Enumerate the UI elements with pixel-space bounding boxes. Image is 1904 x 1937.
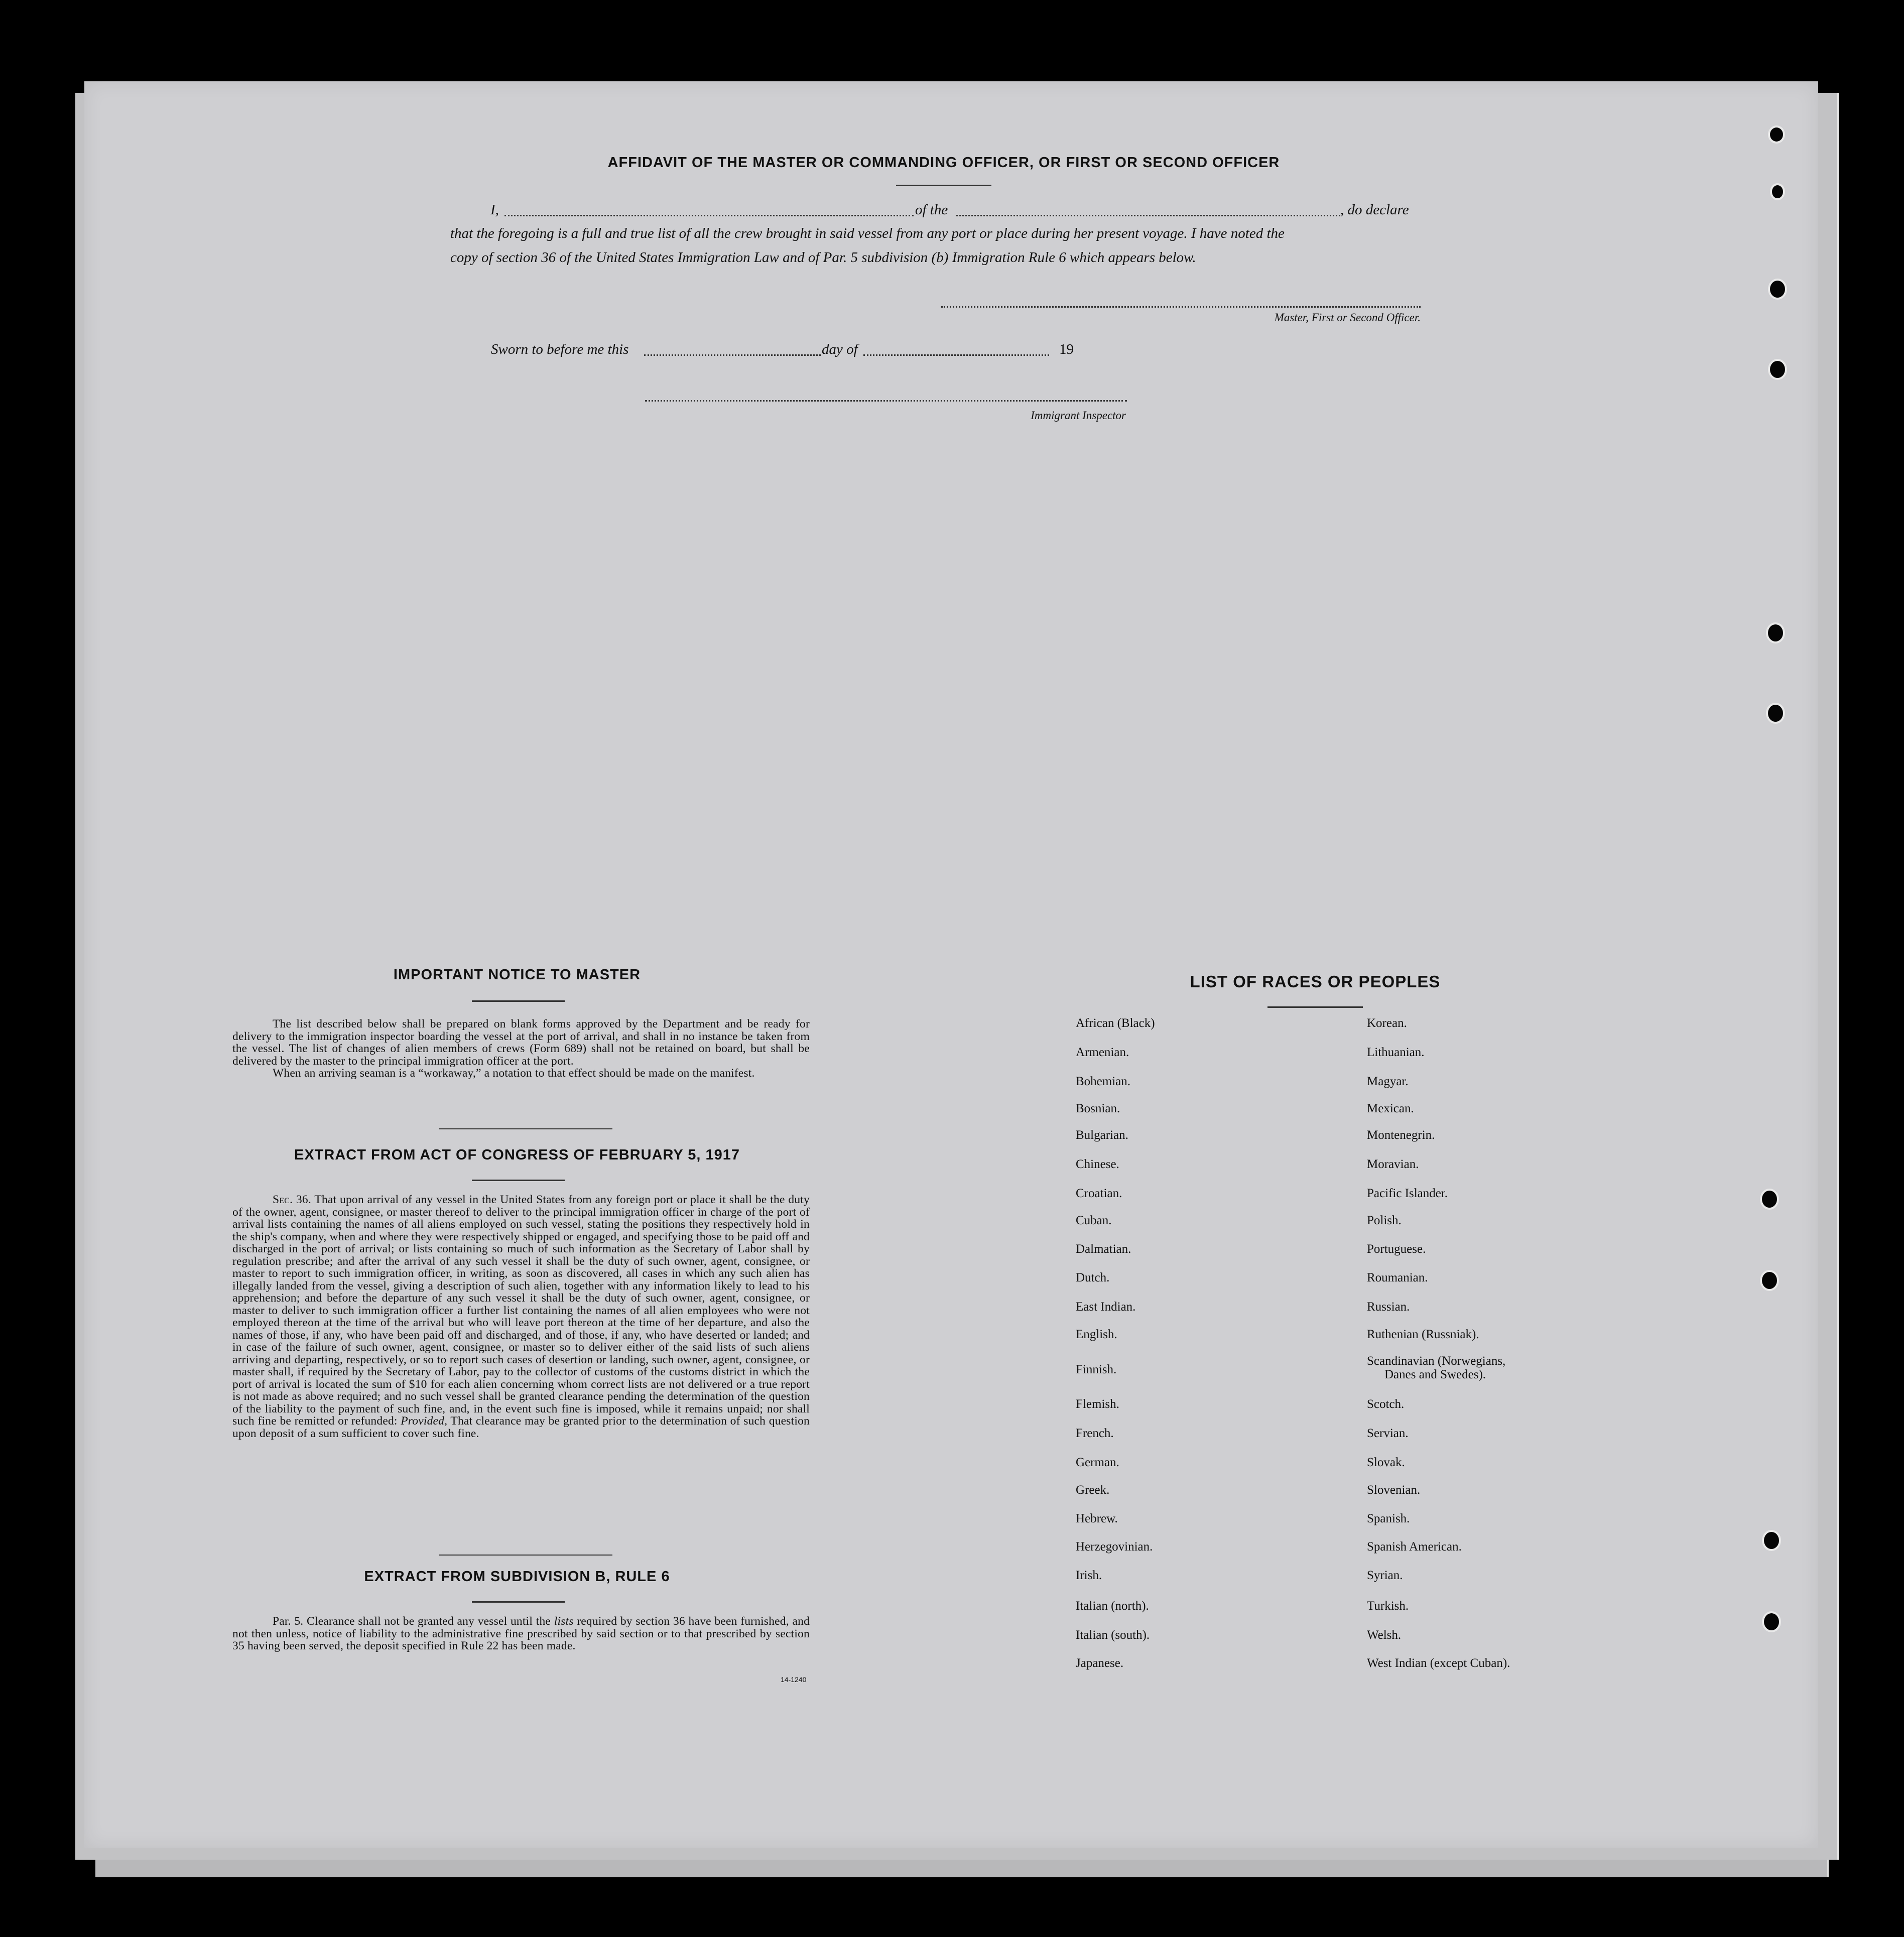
race-item: Armenian.	[1076, 1046, 1129, 1059]
affidavit-title: AFFIDAVIT OF THE MASTER OR COMMANDING OFFICER, OR FIRST OR SECOND OFFICER	[607, 155, 1280, 171]
rule-extract-body	[232, 1615, 810, 1652]
race-item: Polish.	[1367, 1214, 1402, 1227]
binder-hole	[1768, 359, 1787, 380]
race-item: African (Black)	[1076, 1016, 1155, 1030]
notice-paragraph-1: The list described below shall be prepared on blank forms approved by the Department and be ready for delivery to the immigration inspector boarding the vessel at the port of arrival, and shall in no instance be taken from the vessel. The list of changes of alien members of crews (Form 689) shall not be retained on board, but shall be delivered by the master to the principal immigration officer at the port.	[232, 1017, 810, 1068]
race-item: East Indian.	[1076, 1300, 1136, 1314]
act-extract-body	[232, 1194, 810, 1440]
race-item: Japanese.	[1076, 1656, 1124, 1670]
name-blank-line	[504, 215, 914, 216]
binder-hole	[1766, 703, 1785, 724]
provided-word: Provided,	[401, 1414, 448, 1428]
race-item: Dutch.	[1076, 1271, 1110, 1284]
par-5-text-end: required by section 36 have been furnished, and not then unless, notice of liability to the administrative fine prescribed by said section or to that prescribed by section 35 having been served, the deposit specified in Rule 22 has been made.	[232, 1615, 810, 1652]
binder-hole	[1766, 622, 1785, 643]
master-signature-line	[941, 306, 1421, 308]
race-item: Italian (north).	[1076, 1599, 1149, 1613]
race-item: Welsh.	[1367, 1628, 1402, 1642]
race-item: Herzegovinian.	[1076, 1540, 1153, 1554]
race-item: Spanish American.	[1367, 1540, 1462, 1554]
races-divider	[1267, 1006, 1363, 1008]
race-item: Korean.	[1367, 1016, 1407, 1030]
notice-body	[232, 1018, 810, 1080]
inspector-label: Immigrant Inspector	[1031, 409, 1126, 422]
section-divider	[439, 1128, 612, 1129]
affidavit-line2: that the foregoing is a full and true list of all the crew brought in said vessel from any port or place during her present voyage. I have noted the	[450, 225, 1285, 241]
section-divider	[439, 1555, 612, 1556]
race-item: Servian.	[1367, 1427, 1409, 1440]
race-item: Scandinavian (Norwegians,	[1367, 1354, 1506, 1368]
binder-hole	[1760, 1189, 1779, 1210]
affidavit-line3: copy of section 36 of the United States Immigration Law and of Par. 5 subdivision (b) Immigration Rule 6 which appears below.	[450, 249, 1196, 266]
rule-extract-title: EXTRACT FROM SUBDIVISION B, RULE 6	[364, 1569, 670, 1585]
notice-paragraph-2: When an arriving seaman is a “workaway,” a notation to that effect should be made on the manifest.	[273, 1067, 755, 1080]
race-item: Lithuanian.	[1367, 1046, 1425, 1059]
race-item: Finnish.	[1076, 1363, 1117, 1376]
binder-hole	[1762, 1611, 1781, 1632]
races-title: LIST OF RACES OR PEOPLES	[1190, 972, 1441, 991]
race-item: Cuban.	[1076, 1214, 1112, 1227]
race-item: Ruthenian (Russniak).	[1367, 1328, 1479, 1341]
binder-hole	[1768, 279, 1787, 300]
section-36-text: That upon arrival of any vessel in the United States from any foreign port or place it shall be the duty of the owner, agent, consignee, or master thereof to deliver to the principal immigration officer in charge of the port of arrival lists containing the names of all aliens employed on such vessel, stating the positions they respectively hold in the ship's company, when and where they were respectively shipped or engaged, and specifying those to be paid off and discharged in the port of arrival; or lists containing so much of such information as the Secretary of Labor shall by regulation prescribe; and after the arrival of any such vessel it shall be the duty of such owner, agent, consignee, or master to report to such immigration officer, in writing, as soon as discovered, all cases in which any such alien has illegally landed from the vessel, giving a description of such alien, together with any information likely to lead to his apprehension; and before the departure of any such vessel it shall be the duty of such owner, agent, consignee, or master to deliver to such immigration officer a further list containing the names of all alien employees who were not employed thereon at the time of the arrival but who will leave port thereon at the time of her departure, and also the names of those, if any, who have been paid off and discharged, and of those, if any, who have deserted or landed; and in case of the failure of such owner, agent, consignee, or master so to deliver either of the said lists of such aliens arriving and departing, respectively, or so to report such cases of desertion or landing, such owner, agent, consignee, or master shall, if required by the Secretary of Labor, pay to the collector of customs of the customs district in which the port of arrival is located the sum of $10 for each alien concerning whom correct lists are not delivered or a true report is not made as above required; and no such vessel shall be granted clearance pending the determination of the question of the liability to the payment of such fine, and, in the event such fine is imposed, while it remains unpaid; nor shall such fine be remitted or refunded:	[232, 1193, 810, 1428]
race-item: Spanish.	[1367, 1512, 1410, 1525]
race-item: Pacific Islander.	[1367, 1187, 1448, 1200]
vessel-blank-line	[956, 215, 1340, 216]
race-item: Russian.	[1367, 1300, 1410, 1314]
par-5-text: Par. 5. Clearance shall not be granted any vessel until the	[273, 1615, 551, 1628]
race-item: Turkish.	[1367, 1599, 1409, 1613]
lists-word: lists	[554, 1615, 574, 1628]
par-5-paragraph	[232, 1615, 810, 1652]
sworn-day-of: day of	[822, 341, 858, 357]
binder-hole	[1760, 1270, 1779, 1291]
section-36-paragraph	[232, 1194, 810, 1440]
race-item: Montenegrin.	[1367, 1128, 1435, 1142]
sworn-day-blank	[644, 354, 821, 356]
race-item: English.	[1076, 1328, 1117, 1341]
binder-hole	[1762, 1530, 1781, 1551]
binder-hole	[1770, 183, 1785, 200]
race-item: Bohemian.	[1076, 1075, 1131, 1088]
race-item: West Indian (except Cuban).	[1367, 1656, 1510, 1670]
affidavit-i: I,	[490, 202, 499, 218]
form-number: 14-1240	[781, 1675, 807, 1684]
affidavit-declare: , do declare	[1340, 202, 1409, 218]
section-36-text-end: That clearance may be granted prior to the determination of such question upon deposit of a sum sufficient to cover such fine.	[232, 1414, 810, 1440]
race-item: Greek.	[1076, 1483, 1110, 1497]
rule-divider	[472, 1601, 565, 1603]
act-extract-title: EXTRACT FROM ACT OF CONGRESS OF FEBRUARY 5, 1917	[294, 1147, 740, 1163]
race-item: Portuguese.	[1367, 1242, 1426, 1256]
race-item: Irish.	[1076, 1569, 1102, 1582]
race-item: Mexican.	[1367, 1102, 1414, 1115]
race-item: Slovenian.	[1367, 1483, 1421, 1497]
sworn-month-blank	[863, 354, 1049, 356]
race-item: German.	[1076, 1456, 1119, 1469]
notice-title: IMPORTANT NOTICE TO MASTER	[393, 967, 641, 983]
race-item: Magyar.	[1367, 1075, 1409, 1088]
race-item: Scotch.	[1367, 1397, 1405, 1411]
race-item: Moravian.	[1367, 1157, 1419, 1171]
master-signature-label: Master, First or Second Officer.	[1274, 311, 1421, 324]
sworn-year: 19	[1059, 341, 1074, 357]
race-item: Hebrew.	[1076, 1512, 1118, 1525]
sworn-text: Sworn to before me this	[491, 341, 629, 357]
race-item-continuation: Danes and Swedes).	[1384, 1368, 1486, 1381]
race-item: Roumanian.	[1367, 1271, 1428, 1284]
notice-divider	[472, 1000, 565, 1002]
race-item: Croatian.	[1076, 1187, 1122, 1200]
race-item: French.	[1076, 1427, 1114, 1440]
race-item: Slovak.	[1367, 1456, 1405, 1469]
race-item: Italian (south).	[1076, 1628, 1150, 1642]
race-item: Bosnian.	[1076, 1102, 1120, 1115]
race-item: Dalmatian.	[1076, 1242, 1131, 1256]
section-label: Sec. 36.	[273, 1193, 311, 1206]
affidavit-of-the: of the	[915, 202, 948, 218]
race-item: Flemish.	[1076, 1397, 1119, 1411]
race-item: Bulgarian.	[1076, 1128, 1128, 1142]
race-item: Syrian.	[1367, 1569, 1403, 1582]
act-divider	[472, 1180, 565, 1181]
inspector-signature-line	[645, 400, 1127, 402]
binder-hole	[1768, 125, 1785, 144]
title-divider	[896, 185, 991, 186]
race-item: Chinese.	[1076, 1157, 1119, 1171]
